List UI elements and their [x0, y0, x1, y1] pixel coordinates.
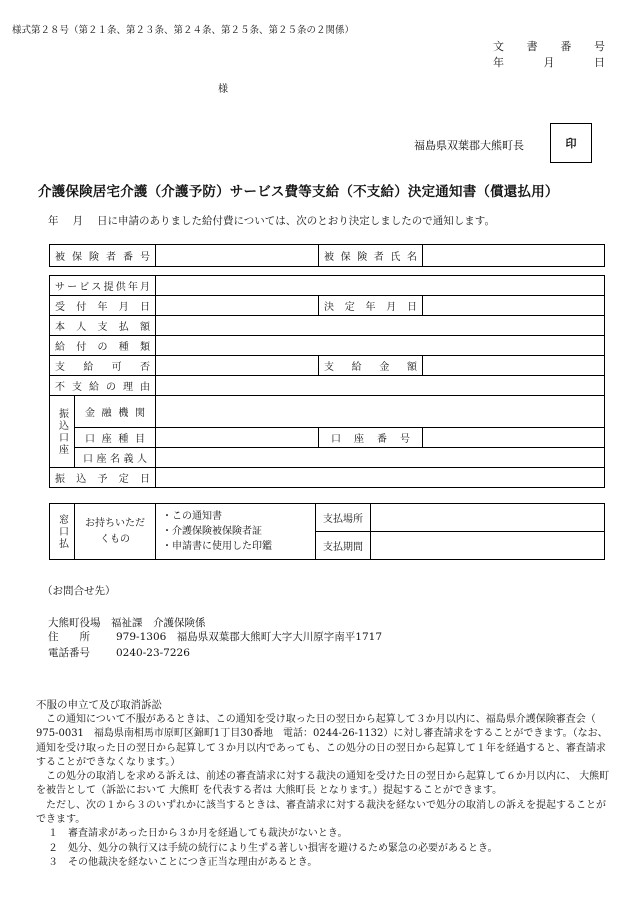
account-number-label: 口座番号 — [319, 428, 423, 448]
appeal-paragraph: この通知について不服があるときは、この通知を受け取った日の翌日から起算して３か月以内に、福島県介護保険審査会（ 975-0031 福島県南相馬市原町区錦町1丁目30番地 電話：0244-26-1132）に対し審査請求をすることができます。（なお、通知を受け取った日の翌日から起算して３か月以内であっても、この処分の日の翌日から起算して１年を経過すると、審査請求することができなくなります。） — [36, 714, 608, 768]
appeal-item: ３ その他裁決を経ないことにつき正当な理由があるとき。 — [48, 856, 318, 868]
appeal-paragraph: この処分の取消しを求める訴えは、前述の審査請求に対する裁決の通知を受けた日の翌日から起算して６か月以内に、 大熊町を被告として（訴訟において 大熊町 を代表する者は 大熊町長 となります。）提起することができます。 — [36, 771, 610, 797]
non-payment-reason-field[interactable] — [156, 376, 605, 396]
pay-period-label: 支払期間 — [316, 532, 371, 560]
transfer-date-label: 振込予定日 — [50, 468, 156, 488]
service-month-label: サービス提供年月 — [50, 276, 156, 296]
payment-possible-field[interactable] — [156, 356, 319, 376]
account-holder-field[interactable] — [156, 448, 605, 468]
seal-text: 印 — [565, 137, 577, 150]
intro-body: 日に申請のありました給付費については、次のとおり決定しましたので通知します。 — [97, 215, 495, 227]
insured-table — [49, 244, 605, 267]
phone-value: 0240-23-7226 — [116, 647, 190, 659]
doc-number-char: 書 — [526, 40, 538, 53]
pay-place-label: 支払場所 — [316, 504, 371, 532]
account-type-field[interactable] — [156, 428, 319, 448]
pay-place-field[interactable] — [371, 504, 605, 532]
window-payment-label: 窓口払 — [50, 504, 75, 560]
addressee-suffix: 様 — [218, 84, 228, 95]
non-payment-reason-label: 不支給の理由 — [50, 376, 156, 396]
self-payment-field[interactable] — [156, 316, 605, 336]
payment-amount-label: 支給金額 — [319, 356, 423, 376]
bring-item: ・申請書に使用した印鑑 — [162, 541, 272, 552]
self-payment-label: 本人支払額 — [50, 316, 156, 336]
payment-amount-field[interactable] — [423, 356, 605, 376]
insured-name-field[interactable] — [423, 245, 605, 267]
intro-text — [48, 213, 495, 228]
bank-label: 金融機関 — [75, 396, 156, 428]
phone-label: 電話番号 — [48, 647, 90, 659]
form-number: 様式第２８号（第２１条、第２３条、第２４条、第２５条、第２５条の２関係） — [12, 25, 355, 36]
transfer-account-label: 振込口座 — [50, 396, 75, 468]
insured-number-field[interactable] — [156, 245, 319, 267]
bring-item: ・この通知書 — [162, 511, 222, 522]
document-number-label — [493, 38, 605, 54]
intro-month: 月 — [72, 215, 83, 227]
doc-number-char: 番 — [560, 40, 572, 53]
window-payment-table — [49, 503, 605, 560]
date-day: 日 — [594, 56, 605, 69]
contact-office: 大熊町役場 福祉課 介護保険係 — [48, 617, 206, 629]
contact-address — [48, 629, 382, 644]
date-year: 年 — [493, 56, 504, 69]
appeal-paragraph: ただし、次の１から３のいずれかに該当するときは、審査請求に対する裁決を経ないで処分の取消しの訴えを提起することができます。 — [36, 799, 606, 826]
address-value: 979-1306 福島県双葉郡大熊町大字大川原字南平1717 — [116, 631, 383, 643]
payment-possible-label: 支給可否 — [50, 356, 156, 376]
bring-label: お持ちいただくもの — [75, 504, 156, 560]
bring-items — [156, 504, 316, 560]
appeal-body — [36, 713, 610, 870]
document-title: 介護保険居宅介護（介護予防）サービス費等支給（不支給）決定通知書（償還払用） — [38, 184, 559, 200]
account-type-label: 口座種目 — [75, 428, 156, 448]
decision-date-label: 決定年月日 — [319, 296, 423, 316]
contact-phone — [48, 645, 190, 660]
issuer-name: 福島県双葉郡大熊町長 — [414, 139, 524, 152]
transfer-date-field[interactable] — [156, 468, 605, 488]
bring-item: ・介護保険被保険者証 — [162, 526, 262, 537]
benefit-type-field[interactable] — [156, 336, 605, 356]
doc-number-char: 号 — [593, 40, 605, 53]
address-label: 住 所 — [48, 631, 90, 643]
contact-heading: （お問合せ先） — [42, 585, 116, 597]
appeal-heading: 不服の申立て及び取消訴訟 — [36, 699, 162, 711]
receipt-date-label: 受付年月日 — [50, 296, 156, 316]
benefit-table — [49, 275, 605, 488]
benefit-type-label: 給付の種類 — [50, 336, 156, 356]
date-month: 月 — [543, 56, 555, 69]
decision-date-field[interactable] — [423, 296, 605, 316]
appeal-item: １ 審査請求があった日から３か月を経過しても裁決がないとき。 — [48, 828, 348, 840]
account-holder-label: 口座名義人 — [75, 448, 156, 468]
bank-field[interactable] — [156, 396, 605, 428]
doc-number-char: 文 — [493, 40, 504, 53]
seal-box — [550, 123, 592, 163]
pay-period-field[interactable] — [371, 532, 605, 560]
insured-number-label: 被保険者番号 — [50, 245, 156, 267]
service-month-field[interactable] — [156, 276, 605, 296]
intro-year: 年 — [48, 215, 59, 227]
insured-name-label: 被保険者氏名 — [319, 245, 423, 267]
appeal-item: ２ 処分、処分の執行又は手続の続行により生ずる著しい損害を避けるため緊急の必要があるとき。 — [48, 842, 498, 854]
issue-date-label — [493, 54, 605, 70]
receipt-date-field[interactable] — [156, 296, 319, 316]
account-number-field[interactable] — [423, 428, 605, 448]
